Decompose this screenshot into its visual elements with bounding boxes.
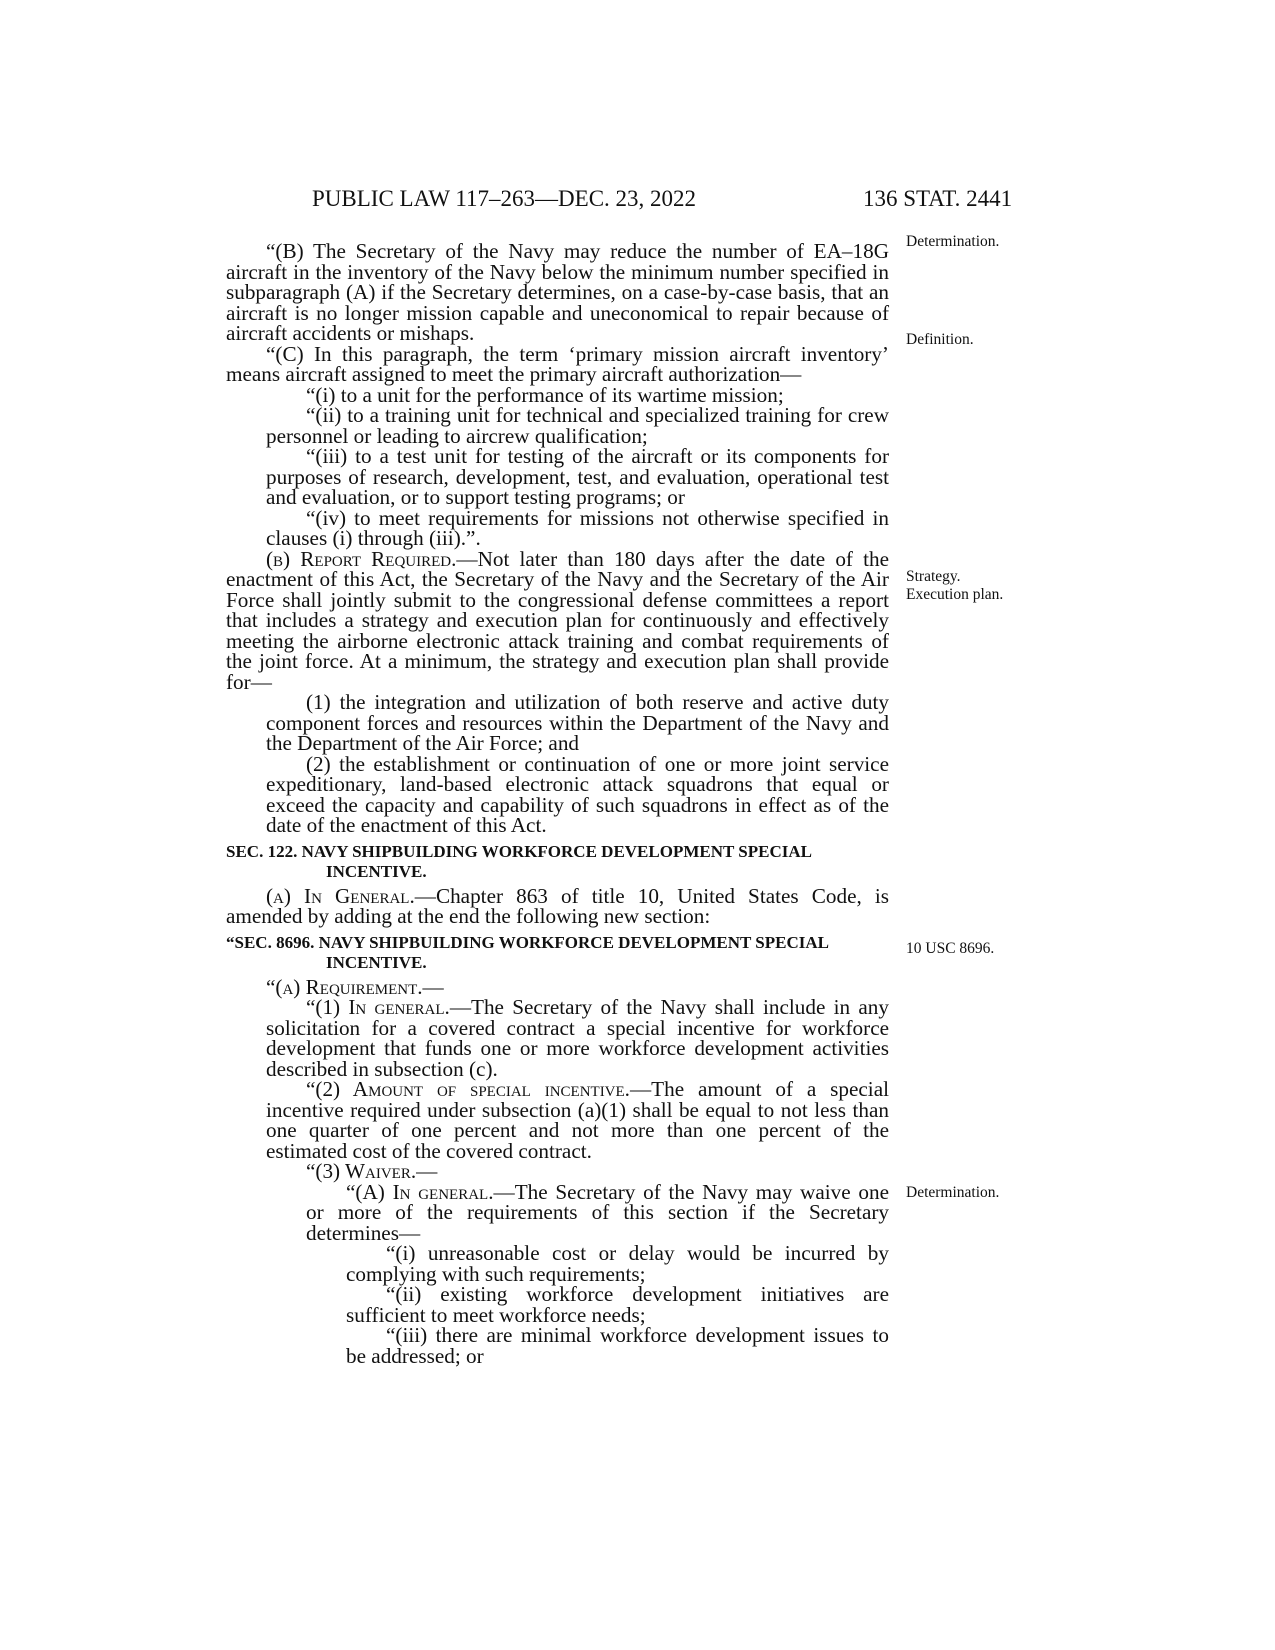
waiver-a bbox=[306, 1179, 889, 1245]
stat-page-number: 136 STAT. 2441 bbox=[863, 186, 1013, 211]
paragraph-b-1: (1) the integration and utilization of both reserve and active duty component forces and resources within the Department of the Navy and the Department of the Air Force; and bbox=[266, 690, 889, 755]
requirement-2-text: —The amount of a special incentive required under subsection (a)(1) shall be equal to not less than one quarter of one percent and not more than one percent of the estimated cost of the covered contract. bbox=[266, 1077, 889, 1163]
subsection-a bbox=[226, 883, 889, 928]
margin-note-strategy: Strategy. bbox=[906, 568, 961, 585]
clause-iii: “(iii) to a test unit for testing of the aircraft or its components for purposes of research, development, test, and evaluation, operational test and evaluation, or to support testing programs; or bbox=[266, 444, 889, 509]
waiver-a-text: —The Secretary of the Navy may waive one or more of the requirements of this section if the Secretary determines— bbox=[306, 1179, 889, 1245]
page-header bbox=[0, 186, 1275, 220]
subsection-b-text: —Not later than 180 days after the date of the enactment of this Act, the Secretary of the Navy and the Secretary of the Air Force shall jointly submit to the congressional defense committees a report that includes a strategy and execution plan for continuously and effectively meeting the airborne electronic attack training and combat requirements of the joint force. At a minimum, the strategy and execution plan shall provide for— bbox=[226, 546, 890, 694]
requirement-1-heading: “(1) In general. bbox=[306, 995, 450, 1019]
clause-i: “(i) to a unit for the performance of its wartime mission; bbox=[306, 382, 784, 407]
waiver-heading: “(3) Waiver.— bbox=[306, 1159, 438, 1183]
running-title: PUBLIC LAW 117–263—DEC. 23, 2022 bbox=[312, 186, 697, 211]
subsection-b-heading: (b) Report Required. bbox=[266, 546, 457, 571]
requirement-2-heading: “(2) Amount of special incentive. bbox=[306, 1077, 630, 1101]
margin-note-determination: Determination. bbox=[906, 233, 1000, 250]
subparagraph-b: “(B) The Secretary of the Navy may reduce the number of EA–18G aircraft in the inventory of the Navy below the minimum number specified in subparagraph (A) if the Secretary determines, on a case-by-case basis, that an aircraft is no longer mission capable and uneconomical to repair because of aircraft accidents or mishaps. bbox=[226, 239, 889, 345]
margin-note-usc-citation: 10 USC 8696. bbox=[906, 940, 995, 957]
waiver-clause-ii: “(ii) existing workforce development initiatives are sufficient to meet workforce needs; bbox=[346, 1282, 889, 1327]
margin-note-definition: Definition. bbox=[906, 331, 974, 348]
clause-iv: “(iv) to meet requirements for missions not otherwise specified in clauses (i) through (iii).”. bbox=[266, 505, 889, 550]
waiver-clause-iii: “(iii) there are minimal workforce development issues to be addressed; or bbox=[346, 1323, 889, 1368]
document-body bbox=[226, 241, 889, 1366]
requirement-heading: “(a) Requirement.— bbox=[266, 974, 444, 999]
subsection-b bbox=[226, 546, 890, 694]
requirement-1-text: —The Secretary of the Navy shall include in any solicitation for a covered contract a special incentive for workforce development that funds one or more workforce development activities described in subsection (c). bbox=[266, 995, 889, 1081]
margin-note-determination-2: Determination. bbox=[906, 1184, 1000, 1201]
paragraph-b-2: (2) the establishment or continuation of one or more joint service expeditionary, land-based electronic attack squadrons that equal or exceed the capacity and capability of such squadrons in effect as of the date of the enactment of this Act. bbox=[266, 751, 889, 837]
clause-ii: “(ii) to a training unit for technical and specialized training for crew personnel or leading to aircrew qualification; bbox=[266, 403, 889, 448]
waiver-a-heading: “(A) In general. bbox=[346, 1179, 494, 1204]
subsection-a-heading: (a) In General. bbox=[266, 883, 415, 908]
requirement-1 bbox=[266, 997, 889, 1079]
section-122-heading: SEC. 122. NAVY SHIPBUILDING WORKFORCE DEVELOPMENT SPECIAL INCENTIVE. bbox=[226, 841, 812, 881]
waiver-clause-i: “(i) unreasonable cost or delay would be incurred by complying with such requirements; bbox=[346, 1241, 889, 1286]
subparagraph-c: “(C) In this paragraph, the term ‘primary mission aircraft inventory’ means aircraft assigned to meet the primary aircraft authorization— bbox=[226, 341, 889, 386]
margin-note-execution-plan: Execution plan. bbox=[906, 586, 1004, 603]
subsection-a-text: —Chapter 863 of title 10, United States Code, is amended by adding at the end the following new section: bbox=[226, 883, 889, 928]
section-8696-heading: “SEC. 8696. NAVY SHIPBUILDING WORKFORCE DEVELOPMENT SPECIAL INCENTIVE. bbox=[226, 932, 829, 972]
requirement-2 bbox=[266, 1079, 889, 1161]
